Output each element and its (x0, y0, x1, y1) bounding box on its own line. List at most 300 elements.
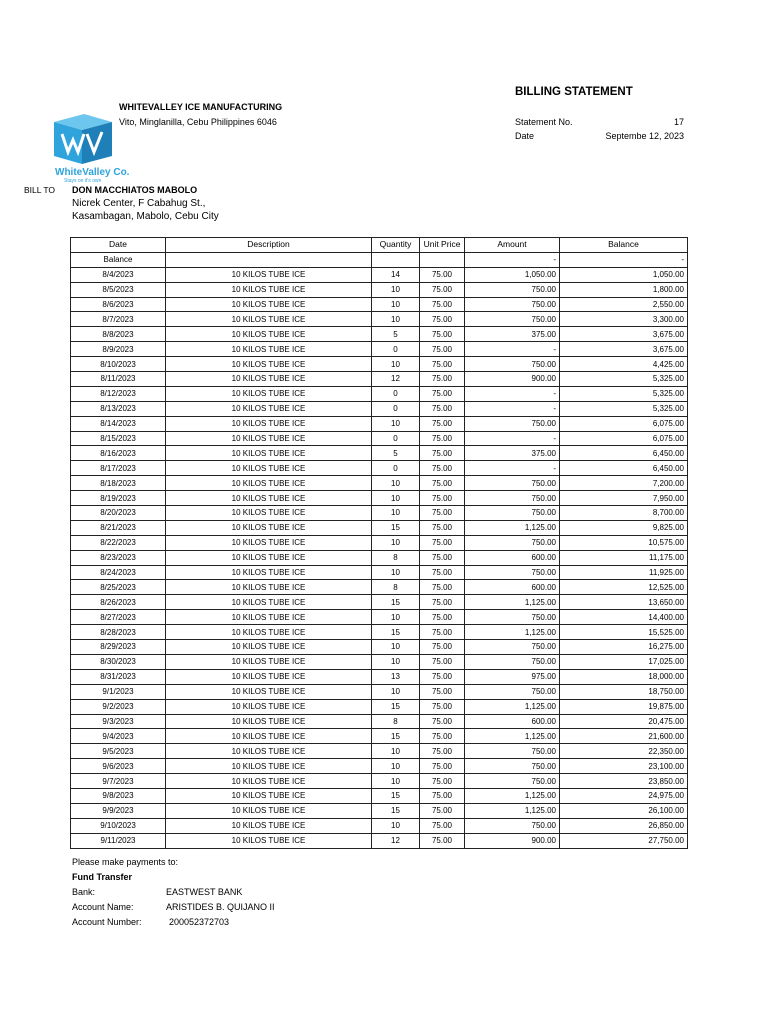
cell-quantity: 0 (372, 401, 420, 416)
cell-unit-price: 75.00 (420, 788, 465, 803)
cell-date: 8/20/2023 (71, 506, 166, 521)
cell-date: 8/8/2023 (71, 327, 166, 342)
cell-amount: - (465, 342, 560, 357)
cell-date: 9/1/2023 (71, 684, 166, 699)
cell-amount: 375.00 (465, 446, 560, 461)
cell-unit-price: 75.00 (420, 386, 465, 401)
cell-unit-price: 75.00 (420, 327, 465, 342)
header-unit-price: Unit Price (420, 238, 465, 253)
cell-balance: 3,675.00 (560, 327, 688, 342)
cell-unit-price: 75.00 (420, 416, 465, 431)
table-row (71, 431, 688, 446)
cell-date: 9/8/2023 (71, 788, 166, 803)
cell-quantity: 5 (372, 446, 420, 461)
cell-amount: 750.00 (465, 818, 560, 833)
statement-title: BILLING STATEMENT (515, 86, 633, 98)
cell-unit-price: 75.00 (420, 699, 465, 714)
cell-quantity: 12 (372, 372, 420, 387)
bank-name: EASTWEST BANK (166, 887, 243, 897)
cell-quantity: 10 (372, 357, 420, 372)
cell-quantity: 8 (372, 550, 420, 565)
cell-date: 8/9/2023 (71, 342, 166, 357)
cell-balance: 17,025.00 (560, 654, 688, 669)
ledger-table (70, 237, 688, 849)
cell-date: 8/4/2023 (71, 267, 166, 282)
cell-unit-price: 75.00 (420, 372, 465, 387)
cell-amount: 750.00 (465, 654, 560, 669)
cell-date: 9/5/2023 (71, 744, 166, 759)
cell-unit-price: 75.00 (420, 580, 465, 595)
table-header-row (71, 238, 688, 253)
cell-amount: 750.00 (465, 610, 560, 625)
cell-balance: 6,450.00 (560, 446, 688, 461)
cell-amount: 750.00 (465, 416, 560, 431)
cell-quantity: 15 (372, 803, 420, 818)
cell-amount: - (465, 401, 560, 416)
cell-balance: 16,275.00 (560, 640, 688, 655)
cell-amount: 750.00 (465, 282, 560, 297)
cell-quantity: 15 (372, 625, 420, 640)
cell-date: 8/16/2023 (71, 446, 166, 461)
cell-unit-price: 75.00 (420, 654, 465, 669)
table-row (71, 699, 688, 714)
cell-unit-price: 75.00 (420, 357, 465, 372)
cell-description: 10 KILOS TUBE ICE (166, 535, 372, 550)
cell-amount: 1,125.00 (465, 788, 560, 803)
cell-amount: 1,125.00 (465, 595, 560, 610)
cell-date: 8/19/2023 (71, 491, 166, 506)
cell-amount: 750.00 (465, 506, 560, 521)
cell-balance: 21,600.00 (560, 729, 688, 744)
logo-tagline: Stays on it's own (64, 178, 102, 184)
account-number-label: Account Number: (72, 917, 142, 927)
cell-balance: 20,475.00 (560, 714, 688, 729)
table-row (71, 520, 688, 535)
cell-unit-price: 75.00 (420, 669, 465, 684)
cell-date: 8/7/2023 (71, 312, 166, 327)
cell-description: 10 KILOS TUBE ICE (166, 372, 372, 387)
cell-unit-price: 75.00 (420, 535, 465, 550)
table-row (71, 491, 688, 506)
cell-description: 10 KILOS TUBE ICE (166, 416, 372, 431)
table-row (71, 833, 688, 848)
cell-description: 10 KILOS TUBE ICE (166, 699, 372, 714)
cell-quantity: 15 (372, 788, 420, 803)
cell-amount: 600.00 (465, 580, 560, 595)
table-row (71, 327, 688, 342)
opening-balance-label: Balance (71, 252, 166, 267)
cell-description: 10 KILOS TUBE ICE (166, 267, 372, 282)
cell-unit-price: 75.00 (420, 506, 465, 521)
cell-balance: 2,550.00 (560, 297, 688, 312)
table-row (71, 401, 688, 416)
cell-balance: 26,100.00 (560, 803, 688, 818)
cell-unit-price: 75.00 (420, 595, 465, 610)
cell-description: 10 KILOS TUBE ICE (166, 327, 372, 342)
cell-unit-price: 75.00 (420, 282, 465, 297)
table-row (71, 625, 688, 640)
cell-description: 10 KILOS TUBE ICE (166, 759, 372, 774)
table-row (71, 535, 688, 550)
cell-description: 10 KILOS TUBE ICE (166, 431, 372, 446)
table-row (71, 580, 688, 595)
cell-balance: 22,350.00 (560, 744, 688, 759)
table-row (71, 372, 688, 387)
company-logo (40, 112, 130, 186)
cell-unit-price: 75.00 (420, 818, 465, 833)
cell-balance: 1,800.00 (560, 282, 688, 297)
cell-description: 10 KILOS TUBE ICE (166, 282, 372, 297)
account-name-label: Account Name: (72, 902, 134, 912)
cell-balance: 26,850.00 (560, 818, 688, 833)
cell-unit-price: 75.00 (420, 565, 465, 580)
cell-description: 10 KILOS TUBE ICE (166, 312, 372, 327)
payment-intro: Please make payments to: (72, 857, 179, 867)
cell-unit-price: 75.00 (420, 625, 465, 640)
cell-unit-price: 75.00 (420, 744, 465, 759)
cell-date: 8/18/2023 (71, 476, 166, 491)
cell-quantity: 10 (372, 282, 420, 297)
cell-unit-price: 75.00 (420, 401, 465, 416)
cell-unit-price: 75.00 (420, 550, 465, 565)
cell-balance: 5,325.00 (560, 401, 688, 416)
cell-description: 10 KILOS TUBE ICE (166, 386, 372, 401)
bill-to-address-line2: Kasambagan, Mabolo, Cebu City (72, 211, 219, 222)
cell-description: 10 KILOS TUBE ICE (166, 803, 372, 818)
cell-unit-price: 75.00 (420, 640, 465, 655)
cell-balance: 18,000.00 (560, 669, 688, 684)
cell-description: 10 KILOS TUBE ICE (166, 744, 372, 759)
cell-quantity: 10 (372, 744, 420, 759)
table-row (71, 774, 688, 789)
table-row (71, 565, 688, 580)
cell-balance: 10,575.00 (560, 535, 688, 550)
cell-quantity: 10 (372, 476, 420, 491)
cell-balance: 5,325.00 (560, 386, 688, 401)
company-address: Vito, Minglanilla, Cebu Philippines 6046 (119, 117, 277, 127)
cell-unit-price: 75.00 (420, 491, 465, 506)
cell-unit-price: 75.00 (420, 610, 465, 625)
cell-date: 8/26/2023 (71, 595, 166, 610)
table-row (71, 595, 688, 610)
cell-description: 10 KILOS TUBE ICE (166, 625, 372, 640)
cell-balance: 11,925.00 (560, 565, 688, 580)
cell-description: 10 KILOS TUBE ICE (166, 610, 372, 625)
header-date: Date (71, 238, 166, 253)
cell-balance: 13,650.00 (560, 595, 688, 610)
table-row (71, 640, 688, 655)
cell-quantity: 12 (372, 833, 420, 848)
cell-amount: 1,050.00 (465, 267, 560, 282)
cell-balance: 1,050.00 (560, 267, 688, 282)
cell-amount: 750.00 (465, 774, 560, 789)
bill-to-name: DON MACCHIATOS MABOLO (72, 185, 198, 195)
account-number: 200052372703 (169, 917, 230, 927)
cell-balance: 7,950.00 (560, 491, 688, 506)
cell-date: 8/25/2023 (71, 580, 166, 595)
bill-to-address-line1: Nicrek Center, F Cabahug St., (72, 198, 206, 209)
cell-balance: 6,450.00 (560, 461, 688, 476)
cell-balance: 6,075.00 (560, 416, 688, 431)
cell-date: 9/3/2023 (71, 714, 166, 729)
table-row (71, 312, 688, 327)
cell-unit-price: 75.00 (420, 431, 465, 446)
cell-date: 8/24/2023 (71, 565, 166, 580)
account-name: ARISTIDES B. QUIJANO II (166, 902, 275, 912)
cell-amount: 1,125.00 (465, 803, 560, 818)
cell-amount: 750.00 (465, 565, 560, 580)
cell-quantity: 10 (372, 506, 420, 521)
cell-unit-price: 75.00 (420, 833, 465, 848)
cell-unit-price: 75.00 (420, 759, 465, 774)
cell-balance: 19,875.00 (560, 699, 688, 714)
cell-description: 10 KILOS TUBE ICE (166, 506, 372, 521)
cell-amount: 750.00 (465, 684, 560, 699)
table-row (71, 654, 688, 669)
cell-date: 8/12/2023 (71, 386, 166, 401)
cell-unit-price: 75.00 (420, 446, 465, 461)
cell-unit-price: 75.00 (420, 684, 465, 699)
table-row (71, 461, 688, 476)
table-row (71, 506, 688, 521)
cell-unit-price: 75.00 (420, 461, 465, 476)
table-row (71, 788, 688, 803)
statement-number-label: Statement No. (515, 117, 573, 127)
cell-description: 10 KILOS TUBE ICE (166, 476, 372, 491)
cell-description: 10 KILOS TUBE ICE (166, 446, 372, 461)
cell-date: 8/23/2023 (71, 550, 166, 565)
opening-balance-row (71, 252, 688, 267)
cell-quantity: 15 (372, 595, 420, 610)
cell-description: 10 KILOS TUBE ICE (166, 684, 372, 699)
cell-quantity: 0 (372, 431, 420, 446)
cell-quantity: 14 (372, 267, 420, 282)
cell-description: 10 KILOS TUBE ICE (166, 491, 372, 506)
table-row (71, 729, 688, 744)
cell-amount: 900.00 (465, 372, 560, 387)
cell-description: 10 KILOS TUBE ICE (166, 520, 372, 535)
cell-unit-price: 75.00 (420, 520, 465, 535)
cell-amount: 375.00 (465, 327, 560, 342)
cell-amount: 750.00 (465, 640, 560, 655)
cell-description: 10 KILOS TUBE ICE (166, 342, 372, 357)
cell-amount: 750.00 (465, 535, 560, 550)
cell-description: 10 KILOS TUBE ICE (166, 357, 372, 372)
cell-quantity: 10 (372, 774, 420, 789)
table-row (71, 714, 688, 729)
cell-description: 10 KILOS TUBE ICE (166, 461, 372, 476)
cell-date: 9/7/2023 (71, 774, 166, 789)
table-row (71, 297, 688, 312)
header-quantity: Quantity (372, 238, 420, 253)
logo-text: WhiteValley Co. (55, 167, 130, 178)
cell-balance: 11,175.00 (560, 550, 688, 565)
cell-description: 10 KILOS TUBE ICE (166, 595, 372, 610)
company-name: WHITEVALLEY ICE MANUFACTURING (119, 102, 283, 112)
cell-amount: 750.00 (465, 744, 560, 759)
cell-balance: 23,850.00 (560, 774, 688, 789)
cell-balance: 27,750.00 (560, 833, 688, 848)
cell-date: 8/29/2023 (71, 640, 166, 655)
cell-amount: 750.00 (465, 297, 560, 312)
table-row (71, 446, 688, 461)
cell-quantity: 5 (372, 327, 420, 342)
cell-balance: 15,525.00 (560, 625, 688, 640)
cell-balance: 3,300.00 (560, 312, 688, 327)
cell-description: 10 KILOS TUBE ICE (166, 714, 372, 729)
header-amount: Amount (465, 238, 560, 253)
cell-amount: 750.00 (465, 312, 560, 327)
opening-balance: - (560, 252, 688, 267)
cell-amount: 750.00 (465, 491, 560, 506)
statement-date: Septembe 12, 2023 (605, 131, 684, 141)
cell-quantity: 8 (372, 580, 420, 595)
cell-date: 9/4/2023 (71, 729, 166, 744)
table-row (71, 282, 688, 297)
cell-balance: 24,975.00 (560, 788, 688, 803)
table-row (71, 550, 688, 565)
cell-balance: 8,700.00 (560, 506, 688, 521)
cell-quantity: 15 (372, 520, 420, 535)
cell-amount: 900.00 (465, 833, 560, 848)
cell-amount: - (465, 386, 560, 401)
cell-balance: 23,100.00 (560, 759, 688, 774)
cell-amount: - (465, 461, 560, 476)
cell-amount: 1,125.00 (465, 520, 560, 535)
cell-amount: 600.00 (465, 550, 560, 565)
cell-date: 9/10/2023 (71, 818, 166, 833)
cell-unit-price: 75.00 (420, 342, 465, 357)
cell-description: 10 KILOS TUBE ICE (166, 669, 372, 684)
cell-balance: 12,525.00 (560, 580, 688, 595)
cell-balance: 3,675.00 (560, 342, 688, 357)
table-row (71, 386, 688, 401)
table-row (71, 342, 688, 357)
cell-quantity: 0 (372, 342, 420, 357)
cell-date: 8/6/2023 (71, 297, 166, 312)
cell-description: 10 KILOS TUBE ICE (166, 297, 372, 312)
cell-quantity: 10 (372, 535, 420, 550)
cell-description: 10 KILOS TUBE ICE (166, 580, 372, 595)
cell-date: 8/5/2023 (71, 282, 166, 297)
cell-quantity: 10 (372, 818, 420, 833)
cell-date: 9/6/2023 (71, 759, 166, 774)
cell-quantity: 15 (372, 729, 420, 744)
bill-to-label: BILL TO (24, 185, 56, 195)
cell-quantity: 8 (372, 714, 420, 729)
statement-date-label: Date (515, 131, 535, 141)
cell-quantity: 10 (372, 684, 420, 699)
cell-unit-price: 75.00 (420, 774, 465, 789)
cell-amount: 750.00 (465, 357, 560, 372)
cell-unit-price: 75.00 (420, 714, 465, 729)
cell-amount: 1,125.00 (465, 699, 560, 714)
cell-quantity: 10 (372, 312, 420, 327)
cell-quantity: 10 (372, 297, 420, 312)
cell-description: 10 KILOS TUBE ICE (166, 729, 372, 744)
table-row (71, 267, 688, 282)
header-balance: Balance (560, 238, 688, 253)
cell-date: 8/13/2023 (71, 401, 166, 416)
table-row (71, 744, 688, 759)
cell-unit-price: 75.00 (420, 729, 465, 744)
cell-date: 8/15/2023 (71, 431, 166, 446)
cell-date: 9/2/2023 (71, 699, 166, 714)
cell-quantity: 0 (372, 461, 420, 476)
cell-quantity: 10 (372, 491, 420, 506)
cell-date: 8/28/2023 (71, 625, 166, 640)
cell-date: 8/17/2023 (71, 461, 166, 476)
cell-description: 10 KILOS TUBE ICE (166, 565, 372, 580)
cell-quantity: 10 (372, 610, 420, 625)
cell-quantity: 10 (372, 416, 420, 431)
statement-number: 17 (673, 117, 684, 127)
table-row (71, 669, 688, 684)
cell-description: 10 KILOS TUBE ICE (166, 788, 372, 803)
table-row (71, 476, 688, 491)
table-row (71, 416, 688, 431)
cell-date: 9/11/2023 (71, 833, 166, 848)
cell-amount: 975.00 (465, 669, 560, 684)
cell-unit-price: 75.00 (420, 312, 465, 327)
cell-description: 10 KILOS TUBE ICE (166, 550, 372, 565)
cell-description: 10 KILOS TUBE ICE (166, 774, 372, 789)
cell-unit-price: 75.00 (420, 476, 465, 491)
cell-description: 10 KILOS TUBE ICE (166, 654, 372, 669)
header-description: Description (166, 238, 372, 253)
cell-date: 8/27/2023 (71, 610, 166, 625)
cell-date: 8/10/2023 (71, 357, 166, 372)
cell-date: 8/11/2023 (71, 372, 166, 387)
cell-amount: 1,125.00 (465, 729, 560, 744)
opening-amount: - (465, 252, 560, 267)
cell-amount: 1,125.00 (465, 625, 560, 640)
cell-unit-price: 75.00 (420, 297, 465, 312)
cell-quantity: 10 (372, 640, 420, 655)
cell-description: 10 KILOS TUBE ICE (166, 640, 372, 655)
cell-amount: 750.00 (465, 476, 560, 491)
table-row (71, 803, 688, 818)
table-row (71, 818, 688, 833)
cell-balance: 7,200.00 (560, 476, 688, 491)
cell-amount: 600.00 (465, 714, 560, 729)
table-row (71, 357, 688, 372)
cell-date: 9/9/2023 (71, 803, 166, 818)
cell-balance: 4,425.00 (560, 357, 688, 372)
table-row (71, 759, 688, 774)
cell-amount: 750.00 (465, 759, 560, 774)
cell-balance: 5,325.00 (560, 372, 688, 387)
cell-description: 10 KILOS TUBE ICE (166, 401, 372, 416)
payment-method: Fund Transfer (72, 872, 133, 882)
table-row (71, 684, 688, 699)
cell-date: 8/22/2023 (71, 535, 166, 550)
cell-balance: 9,825.00 (560, 520, 688, 535)
cell-balance: 18,750.00 (560, 684, 688, 699)
cell-date: 8/21/2023 (71, 520, 166, 535)
cell-quantity: 13 (372, 669, 420, 684)
cell-description: 10 KILOS TUBE ICE (166, 833, 372, 848)
cell-quantity: 15 (372, 699, 420, 714)
cell-description: 10 KILOS TUBE ICE (166, 818, 372, 833)
cell-quantity: 10 (372, 654, 420, 669)
cell-balance: 14,400.00 (560, 610, 688, 625)
cell-amount: - (465, 431, 560, 446)
cell-date: 8/31/2023 (71, 669, 166, 684)
table-row (71, 610, 688, 625)
cell-date: 8/30/2023 (71, 654, 166, 669)
cell-date: 8/14/2023 (71, 416, 166, 431)
